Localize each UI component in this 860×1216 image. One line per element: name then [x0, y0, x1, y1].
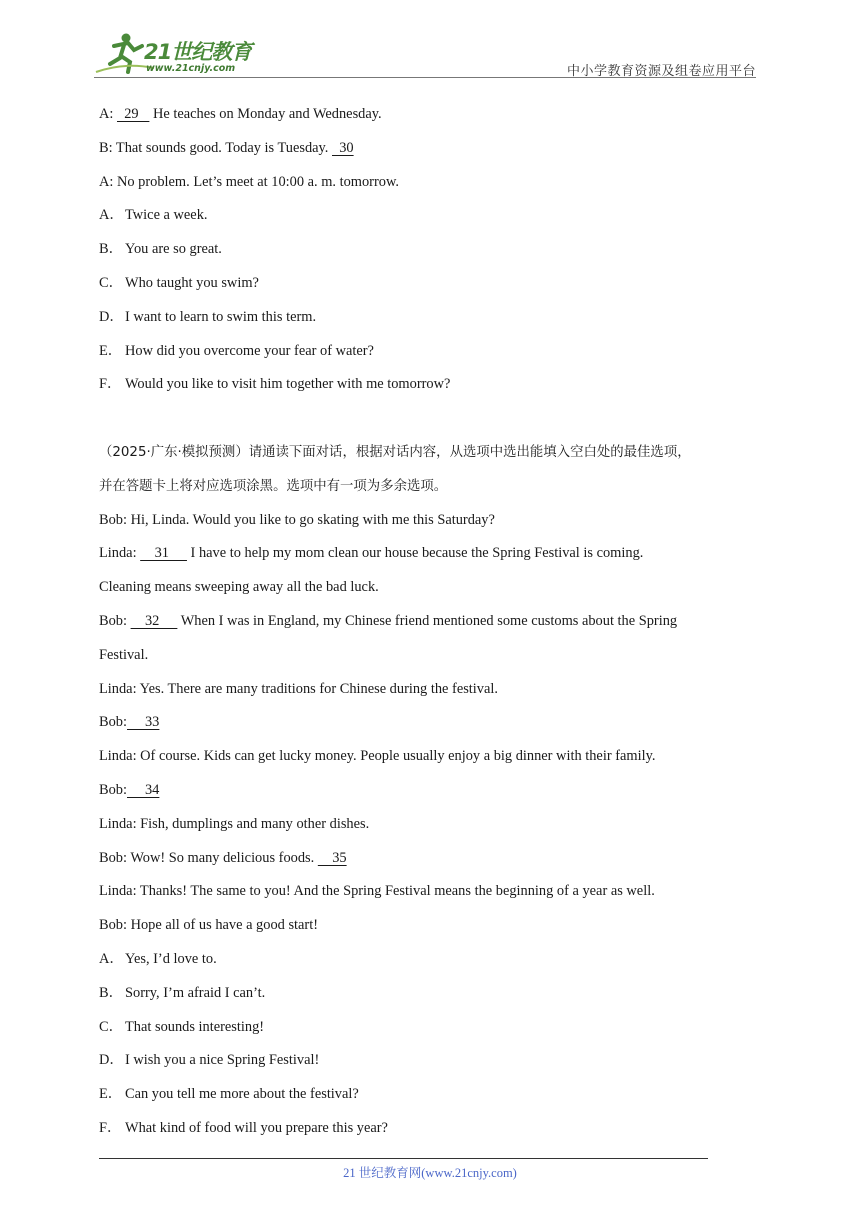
- option-item: [99, 233, 764, 267]
- speaker-bob: Bob:: [99, 612, 131, 629]
- site-name: 中小学教育资源及组卷应用平台: [566, 64, 756, 79]
- option-letter: A．: [99, 950, 124, 967]
- blank-33: 33: [127, 714, 160, 731]
- dialog-line: Linda: Thanks! The same to you! And the Spring Festival means the beginning of a year as well.: [99, 883, 655, 900]
- line-text: He teaches on Monday and Wednesday.: [149, 106, 382, 122]
- speaker-bob: Bob:: [99, 714, 127, 731]
- option-item: [99, 977, 764, 1011]
- speaker-bob: Bob:: [99, 781, 127, 798]
- dialog-line: [99, 537, 764, 571]
- option-letter: E．: [99, 1086, 123, 1103]
- spacer: [99, 402, 764, 436]
- blank-34: 34: [127, 781, 160, 798]
- option-text: You are so great.: [125, 241, 222, 258]
- option-letter: E．: [99, 342, 123, 359]
- page-header: [0, 0, 860, 90]
- option-letter: F．: [99, 1119, 122, 1136]
- dialog-line: [99, 132, 764, 166]
- option-item: [99, 301, 764, 335]
- logo-text: 21世纪教育: [144, 40, 252, 64]
- option-item: [99, 199, 764, 233]
- option-item: [99, 1112, 764, 1146]
- blank-32: 32: [130, 612, 178, 629]
- option-letter: C．: [99, 1018, 123, 1035]
- option-item: [99, 335, 764, 369]
- option-item: [99, 267, 764, 301]
- line-text: B: That sounds good. Today is Tuesday.: [99, 139, 332, 156]
- footer-link[interactable]: 21 世纪教育网(www.21cnjy.com): [343, 1166, 517, 1180]
- dialog-line: [99, 774, 764, 808]
- dialog-line: Festival.: [99, 646, 149, 663]
- line-text: When I was in England, my Chinese friend mentioned some customs about the Spring: [177, 612, 678, 629]
- dialog-line: Cleaning means sweeping away all the bad luck.: [99, 579, 379, 596]
- option-item: [99, 368, 764, 402]
- dialog-line: Linda: Fish, dumplings and many other dishes.: [99, 815, 370, 832]
- option-item: [99, 1011, 764, 1045]
- question-instruction: 并在答题卡上将对应选项涂黑。选项中有一项为多余选项。: [99, 478, 448, 494]
- option-text: How did you overcome your fear of water?: [125, 342, 374, 359]
- option-letter: B．: [99, 984, 123, 1001]
- logo-url: www.21cnjy.com: [146, 63, 236, 74]
- dialog-line: Linda: Yes. There are many traditions for Chinese during the festival.: [99, 680, 498, 697]
- option-letter: B．: [99, 241, 123, 258]
- dialog-line: [99, 706, 764, 740]
- option-text: Yes, I’d love to.: [125, 950, 217, 967]
- blank-30: 30: [332, 139, 354, 156]
- option-letter: D．: [99, 308, 124, 325]
- blank-31: 31: [140, 545, 187, 562]
- blank-29: 29: [117, 106, 150, 122]
- speaker-a: A:: [99, 106, 117, 122]
- option-text: I want to learn to swim this term.: [125, 308, 317, 325]
- option-text: Who taught you swim?: [125, 274, 259, 291]
- option-text: Can you tell me more about the festival?: [125, 1086, 359, 1103]
- footer-divider: [99, 1158, 708, 1159]
- option-text: What kind of food will you prepare this year?: [125, 1119, 388, 1136]
- option-text: Sorry, I’m afraid I can’t.: [125, 984, 266, 1001]
- dialog-line: [99, 98, 764, 132]
- option-item: [99, 1044, 764, 1078]
- speaker-linda: Linda:: [99, 545, 141, 562]
- option-text: Would you like to visit him together with me tomorrow?: [125, 376, 451, 393]
- dialog-line: Bob: Hi, Linda. Would you like to go skating with me this Saturday?: [99, 511, 495, 528]
- site-logo[interactable]: [94, 32, 264, 78]
- line-text: Bob: Wow! So many delicious foods.: [99, 849, 318, 866]
- header-divider: [94, 77, 756, 78]
- dialog-line: A: No problem. Let’s meet at 10:00 a. m. tomorrow.: [99, 173, 400, 190]
- line-text: I have to help my mom clean our house because the Spring Festival is coming.: [186, 545, 644, 562]
- dialog-line: [99, 605, 764, 639]
- option-letter: D．: [99, 1052, 124, 1069]
- option-letter: F．: [99, 376, 122, 393]
- page-content: [99, 98, 764, 1146]
- option-item: [99, 1078, 764, 1112]
- question-instruction: （2025·广东·模拟预测）请通读下面对话，根据对话内容，从选项中选出能填入空白处的最佳选项，: [99, 444, 691, 460]
- dialog-line: Bob: Hope all of us have a good start!: [99, 917, 319, 934]
- dialog-line: Linda: Of course. Kids can get lucky money. People usually enjoy a big dinner with their family.: [99, 748, 656, 765]
- blank-35: 35: [317, 849, 347, 866]
- option-letter: C．: [99, 274, 123, 291]
- option-text: I wish you a nice Spring Festival!: [125, 1052, 320, 1069]
- option-text: That sounds interesting!: [125, 1018, 265, 1035]
- option-text: Twice a week.: [125, 207, 208, 224]
- option-letter: A．: [99, 207, 124, 224]
- dialog-line: [99, 842, 764, 876]
- option-item: [99, 943, 764, 977]
